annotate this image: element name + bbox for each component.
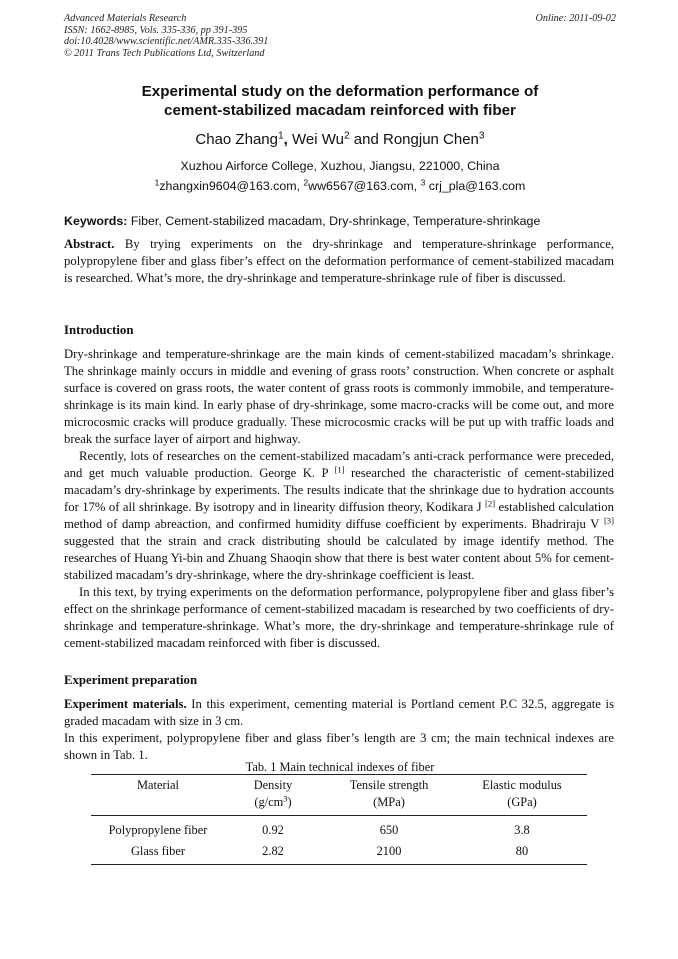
citation-ref[interactable]: [1] xyxy=(334,464,345,475)
table-header-row xyxy=(91,775,587,795)
author-sup: 3 xyxy=(478,130,485,142)
author-separator: , xyxy=(283,131,288,148)
col-header-density: Density xyxy=(225,775,321,795)
author-separator: and xyxy=(349,131,379,148)
author-name: Wei Wu xyxy=(291,131,344,148)
author-name: Rongjun Chen xyxy=(383,131,479,148)
materials-label: Experiment materials. xyxy=(64,697,187,711)
intro-paragraph-2 xyxy=(64,448,614,584)
affiliation: Xuzhou Airforce College, Xuzhou, Jiangsu, 221000, China xyxy=(180,159,500,173)
experiment-paragraph-2: In this experiment, polypropylene fiber and glass fiber’s length are 3 cm; the main technical indexes are shown in Tab. 1. xyxy=(64,731,614,762)
author-list xyxy=(64,131,616,149)
unit-text: (g/cm xyxy=(254,795,284,809)
experiment-heading: Experiment preparation xyxy=(64,673,198,687)
cell-density: 0.92 xyxy=(262,823,284,837)
unit-sup: 3 xyxy=(283,793,288,804)
author-sup: 2 xyxy=(343,130,350,142)
author-sup: 1 xyxy=(277,130,284,142)
title-line-2: cement-stabilized macadam reinforced with fiber xyxy=(164,102,516,119)
email-list: $^1$zhangxin9604@163.com, $^2$ww6567@163.com, $^3$ crj_pla@163.com xyxy=(154,177,526,193)
issn-line: ISSN: 1662-8985, Vols. 335-336, pp 391-395 xyxy=(64,24,248,36)
unit-material xyxy=(91,794,225,816)
unit-elastic: (GPa) xyxy=(457,794,587,816)
cell-material: Glass fiber xyxy=(91,839,225,865)
unit-density xyxy=(225,794,321,816)
doi-line: doi:10.4028/www.scientific.net/AMR.335-336.391 xyxy=(64,36,269,48)
cell-elastic: 3.8 xyxy=(514,823,530,837)
email-sup: 1 xyxy=(154,177,160,188)
table-row xyxy=(91,816,587,840)
citation-ref[interactable]: [2] xyxy=(485,498,496,509)
intro-paragraph-1: Dry-shrinkage and temperature-shrinkage are the main kinds of cement-stabilized macadam’s shrinkage. The shrinkage mainly occurs in middle and evening of grass roots’ construction. When concrete or asphalt surface is covered on grass roots, the water content of grass roots is commonly immobile, and temperature-shrinkage is its main kind. In early phase of dry-shrinkage, some macro-cracks will be come out, and more microcosmic cracks will produce gradually. These microcosmic cracks will be put up with traffic loads and break the surface layer of airport and highway. xyxy=(64,347,614,446)
table-units-row xyxy=(91,794,587,816)
journal-header xyxy=(64,13,616,59)
unit-tensile: (MPa) xyxy=(321,794,457,816)
author-name: Chao Zhang xyxy=(195,131,278,148)
journal-name: Advanced Materials Research xyxy=(64,13,187,24)
cell-tensile: 650 xyxy=(379,823,399,837)
keywords-text: Fiber, Cement-stabilized macadam, Dry-shrinkage, Temperature-shrinkage xyxy=(130,214,541,228)
abstract xyxy=(64,236,614,287)
cell-density: 2.82 xyxy=(225,839,321,865)
intro-text: researched the characteristic of cement-stabilized macadam’s dry-shrinkage by experiments. The results indicate that the shrinkage due to hydration accounts for 17% of all shrinkage. By isotropy and in linearity diffusion theory, Kodikara J xyxy=(64,466,614,514)
citation-ref[interactable]: [3] xyxy=(603,515,614,526)
copyright-line: © 2011 Trans Tech Publications Ltd, Switzerland xyxy=(64,47,265,59)
intro-text: suggested that the strain and crack distributing should be calculated by image identify method. The researches of Huang Yi-bin and Zhuang Shaoqin show that there is best water content about 5% for cement-stabilized macadam’s dry-shrinkage, where the dry-shrinkage coefficient is least. xyxy=(64,534,614,582)
introduction-body xyxy=(64,346,614,652)
email-sup: 3 xyxy=(420,177,426,188)
paper-title xyxy=(64,82,616,120)
intro-text: Recently, lots of researches on the cement-stabilized macadam’s anti-crack performance were preceded, and get much valuable production. George K. P xyxy=(64,449,614,480)
col-header-tensile: Tensile strength xyxy=(321,775,457,795)
abstract-label: Abstract. xyxy=(64,237,115,251)
col-header-elastic: Elastic modulus xyxy=(457,775,587,795)
intro-text: established calculation method of damp abreaction, and confirmed humidity diffuse coefficient by experiments. Bhadriraju V xyxy=(64,500,614,531)
keywords-label: Keywords: xyxy=(64,214,128,228)
online-date: Online: 2011-09-02 xyxy=(535,13,616,24)
email-address[interactable]: ww6567@163.com xyxy=(308,179,414,193)
col-header-material: Material xyxy=(91,775,225,795)
table-row xyxy=(91,839,587,865)
cell-material: Polypropylene fiber xyxy=(108,823,208,837)
table-caption: Tab. 1 Main technical indexes of fiber xyxy=(245,760,435,774)
intro-paragraph-3: In this text, by trying experiments on the deformation performance, polypropylene fiber and glass fiber’s effect on the shrinkage performance of cement-stabilized macadam is researched by two coefficients of dry-shrinkage and temperature-shrinkage. What’s more, the dry-shrinkage and temperature-shrinkage rule of cement-stabilized macadam reinforced with fiber is discussed. xyxy=(64,585,614,650)
keywords-line xyxy=(64,213,616,229)
cell-elastic: 80 xyxy=(457,839,587,865)
title-line-1: Experimental study on the deformation performance of xyxy=(141,83,539,100)
experiment-body xyxy=(64,696,614,764)
fiber-table xyxy=(91,774,587,865)
email-sup: 2 xyxy=(303,177,309,188)
unit-text: ) xyxy=(287,795,292,809)
email-address[interactable]: zhangxin9604@163.com xyxy=(159,179,297,193)
introduction-heading: Introduction xyxy=(64,323,134,337)
email-address[interactable]: crj_pla@163.com xyxy=(428,179,526,193)
abstract-text: By trying experiments on the dry-shrinkage and temperature-shrinkage performance, polypropylene fiber and glass fiber’s effect on the deformation performance of cement-stabilized macadam is researched. What’s more, the dry-shrinkage and temperature-shrinkage rule of fiber is discussed. xyxy=(64,237,615,285)
materials-text: In this experiment, cementing material is Portland cement P.C 32.5, aggregate is graded macadam with size in 3 cm. xyxy=(64,697,615,728)
cell-tensile: 2100 xyxy=(321,839,457,865)
